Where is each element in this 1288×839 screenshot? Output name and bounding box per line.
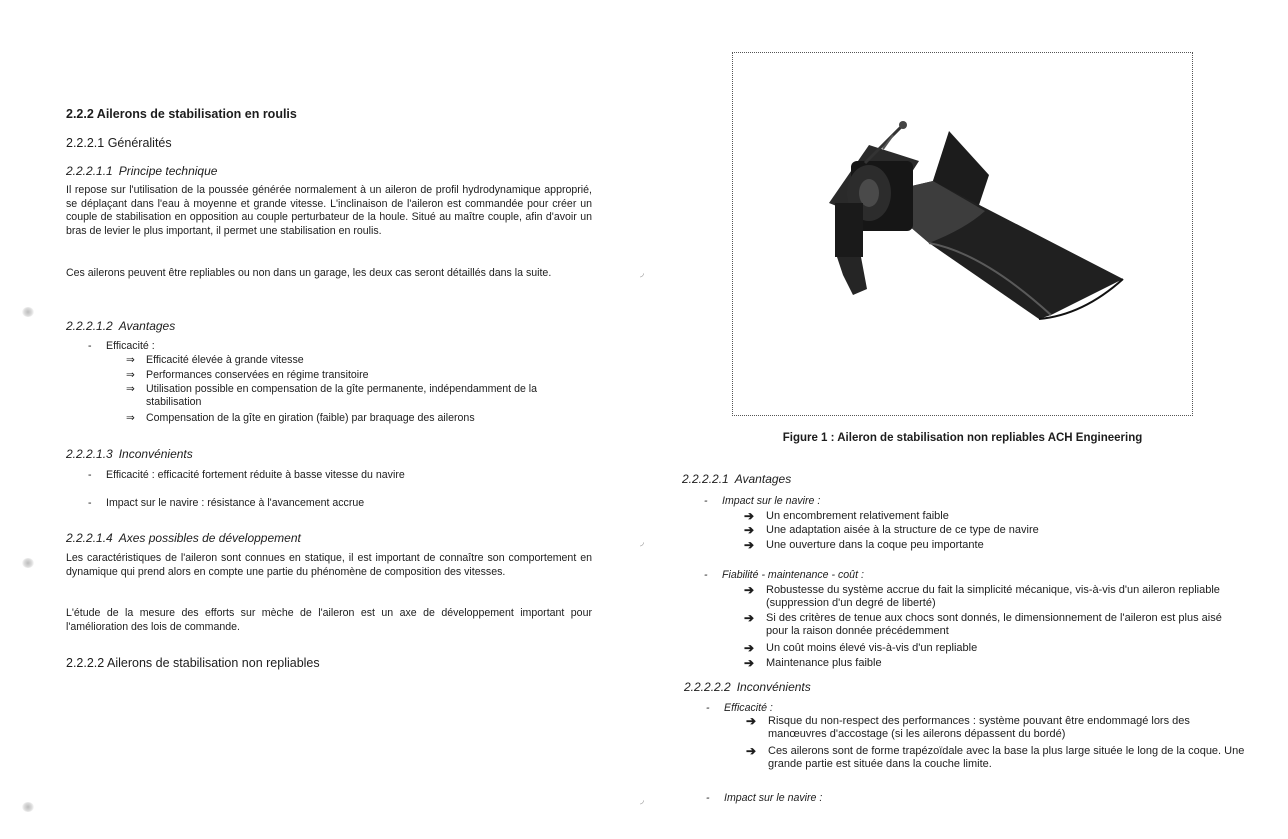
implies-icon: ⇒ — [126, 369, 135, 381]
section-title: Axes possibles de développement — [118, 531, 301, 545]
list-item-efficacite — [88, 340, 155, 354]
section-number: 2.2.2.1.4 — [66, 531, 113, 545]
list-item-text: Risque du non-respect des performances : système pouvant être endommagé lors des manœuvres d'accostage (si les ailerons dépassent du bordé) — [768, 715, 1190, 740]
implies-icon: ⇒ — [126, 354, 135, 366]
list-item — [744, 510, 1244, 523]
list-item-text: Efficacité élevée à grande vitesse — [146, 354, 304, 366]
list-item-text: Impact sur le navire : résistance à l'avancement accrue — [106, 497, 365, 509]
list-item-text: Robustesse du système accrue du fait la simplicité mécanique, vis-à-vis d'un aileron repliable (suppression d'un degré de liberté) — [766, 584, 1220, 609]
list-item — [744, 524, 1244, 537]
dash-bullet: - — [88, 497, 92, 509]
section-title: Principe technique — [118, 164, 218, 178]
list-item — [88, 497, 364, 511]
paragraph-principe: Il repose sur l'utilisation de la poussée générée normalement à un aileron de profil hydrodynamique approprié, se déplaçant dans l'eau à moyenne et grande vitesse. L'inclinaison de l'aileron est commandée pour créer un couple de stabilisation en opposition au couple perturbateur de la houle. Situé au maître couple, afin d'avoir un bras de levier le plus important, il permet une stabilisation en roulis. — [66, 184, 592, 237]
scan-mark: ◞ — [640, 795, 644, 806]
scan-mark — [22, 307, 34, 317]
list-item — [744, 584, 1244, 610]
list-item-label: Impact sur le navire : — [724, 792, 823, 804]
section-title: Inconvénients — [736, 680, 811, 694]
section-heading-inconvenients — [66, 447, 193, 461]
arrow-icon: ➔ — [746, 744, 757, 758]
section-heading-principe — [66, 164, 217, 178]
section-number: 2.2.2.2.2 — [684, 680, 731, 694]
list-item-text: Si des critères de tenue aux chocs sont donnés, le dimensionnement de l'aileron est plus aisé pour la raison donnée précédemment — [766, 612, 1222, 637]
section-heading-avantages-2 — [682, 472, 791, 486]
list-item — [126, 369, 594, 382]
list-item-text: Une ouverture dans la coque peu importante — [766, 539, 984, 551]
paragraph-efforts: L'étude de la mesure des efforts sur mèche de l'aileron est un axe de développement important pour l'amélioration des lois de commande. — [66, 607, 592, 633]
section-heading-2-2-2: 2.2.2 Ailerons de stabilisation en roulis — [66, 107, 297, 121]
list-item-text: Un coût moins élevé vis-à-vis d'un repliable — [766, 642, 978, 654]
figure-aileron — [732, 52, 1193, 416]
list-item-text: Performances conservées en régime transitoire — [146, 369, 369, 381]
dash-bullet: - — [88, 469, 92, 481]
figure-caption: Figure 1 : Aileron de stabilisation non repliables ACH Engineering — [782, 432, 1143, 444]
dash-bullet: - — [704, 495, 708, 507]
paragraph-axes: Les caractéristiques de l'aileron sont connues en statique, il est important de connaître son comportement en dynamique qui prend alors en compte une partie du phénomène de composition des vitesses. — [66, 552, 592, 578]
list-item-efficacite-2 — [706, 702, 773, 716]
arrow-icon: ➔ — [744, 509, 755, 523]
section-title: Avantages — [734, 472, 792, 486]
list-item — [126, 383, 594, 408]
dash-bullet: - — [706, 702, 710, 714]
arrow-icon: ➔ — [744, 583, 755, 597]
arrow-icon: ➔ — [746, 714, 757, 728]
list-item-label: Efficacité : — [724, 702, 773, 714]
list-item — [744, 539, 1244, 552]
list-item-label: Fiabilité - maintenance - coût : — [722, 569, 864, 581]
section-number: 2.2.2.2.1 — [682, 472, 729, 486]
arrow-icon: ➔ — [744, 611, 755, 625]
section-heading-avantages — [66, 319, 175, 333]
implies-icon: ⇒ — [126, 383, 135, 395]
list-item — [746, 715, 1246, 741]
list-item-text: Compensation de la gîte en giration (faible) par braquage des ailerons — [146, 412, 475, 424]
section-number: 2.2.2.1.3 — [66, 447, 113, 461]
list-item-impact-2 — [706, 792, 822, 806]
scan-mark — [22, 802, 34, 812]
arrow-icon: ➔ — [744, 523, 755, 537]
dash-bullet: - — [706, 792, 710, 804]
section-heading-2-2-2-2: 2.2.2.2 Ailerons de stabilisation non repliables — [66, 656, 320, 670]
arrow-icon: ➔ — [744, 538, 755, 552]
scan-mark: ◞ — [640, 537, 644, 548]
list-item — [88, 469, 405, 483]
list-item-text: Efficacité : efficacité fortement réduite à basse vitesse du navire — [106, 469, 405, 481]
list-item — [744, 612, 1244, 638]
list-item-text: Un encombrement relativement faible — [766, 510, 949, 522]
section-title: Inconvénients — [118, 447, 193, 461]
list-item — [744, 657, 1244, 670]
list-item — [746, 745, 1246, 771]
list-item-text: Ces ailerons sont de forme trapézoïdale avec la base la plus large située le long de la coque. Une grande partie est située dans la couche limite. — [768, 745, 1245, 770]
arrow-icon: ➔ — [744, 641, 755, 655]
list-item — [126, 354, 594, 367]
list-item — [126, 412, 594, 425]
list-item-label: Efficacité : — [106, 340, 155, 352]
scan-mark — [22, 558, 34, 568]
arrow-icon: ➔ — [744, 656, 755, 670]
section-number: 2.2.2.1.2 — [66, 319, 113, 333]
dash-bullet: - — [88, 340, 92, 352]
section-heading-inconvenients-2 — [684, 680, 811, 694]
list-item-fiabilite — [704, 569, 864, 583]
section-heading-axes — [66, 531, 301, 545]
section-heading-2-2-2-1: 2.2.2.1 Généralités — [66, 136, 172, 150]
scan-mark: ◞ — [640, 268, 644, 279]
list-item-impact — [704, 495, 820, 509]
section-number: 2.2.2.1.1 — [66, 164, 113, 178]
section-title: Avantages — [118, 319, 176, 333]
list-item-text: Utilisation possible en compensation de la gîte permanente, indépendamment de la stabilisation — [146, 383, 538, 408]
list-item-label: Impact sur le navire : — [722, 495, 821, 507]
list-item-text: Maintenance plus faible — [766, 657, 882, 669]
dash-bullet: - — [704, 569, 708, 581]
aileron-illustration — [733, 53, 1192, 415]
list-item — [744, 642, 1244, 655]
implies-icon: ⇒ — [126, 412, 135, 424]
paragraph-repliables: Ces ailerons peuvent être repliables ou non dans un garage, les deux cas seront détaillés dans la suite. — [66, 267, 552, 279]
list-item-text: Une adaptation aisée à la structure de ce type de navire — [766, 524, 1039, 536]
